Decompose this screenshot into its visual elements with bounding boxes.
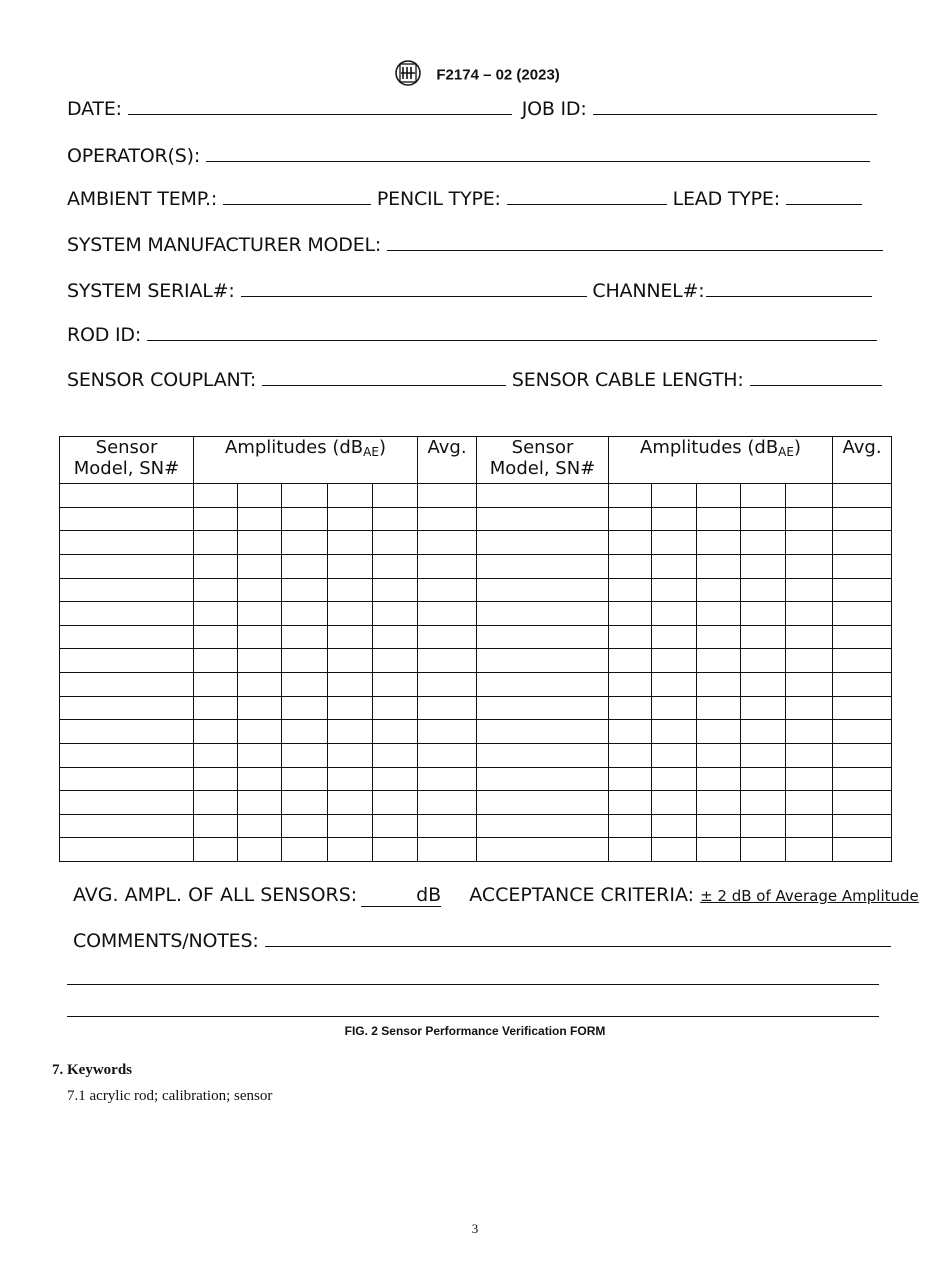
table-cell[interactable] <box>282 838 328 862</box>
table-cell[interactable] <box>418 814 477 838</box>
table-cell[interactable] <box>373 767 418 791</box>
table-cell[interactable] <box>194 507 238 531</box>
table-cell[interactable] <box>373 720 418 744</box>
table-cell[interactable] <box>373 791 418 815</box>
table-cell[interactable] <box>477 649 609 673</box>
table-cell[interactable] <box>373 578 418 602</box>
table-cell[interactable] <box>328 625 373 649</box>
table-row <box>60 791 892 815</box>
document-header <box>0 58 950 92</box>
table-cell[interactable] <box>833 484 892 508</box>
table-row <box>60 602 892 626</box>
table-cell[interactable] <box>238 578 282 602</box>
pencil-type-field[interactable] <box>507 188 667 205</box>
table-cell[interactable] <box>194 720 238 744</box>
table-cell[interactable] <box>609 484 652 508</box>
table-cell[interactable] <box>652 531 697 555</box>
date-field[interactable] <box>128 98 512 115</box>
table-cell[interactable] <box>697 791 741 815</box>
table-cell[interactable] <box>477 531 609 555</box>
table-cell[interactable] <box>194 531 238 555</box>
table-cell[interactable] <box>328 531 373 555</box>
table-cell[interactable] <box>194 696 238 720</box>
table-cell[interactable] <box>418 625 477 649</box>
table-cell[interactable] <box>697 484 741 508</box>
avg-header-left: Avg. <box>418 437 477 484</box>
table-cell[interactable] <box>786 554 833 578</box>
table-cell[interactable] <box>786 743 833 767</box>
ambient-row <box>67 188 862 210</box>
table-cell[interactable] <box>741 743 786 767</box>
table-cell[interactable] <box>833 649 892 673</box>
table-cell[interactable] <box>741 602 786 626</box>
table-cell[interactable] <box>282 625 328 649</box>
table-cell[interactable] <box>786 625 833 649</box>
table-cell[interactable] <box>194 673 238 697</box>
pencil-type-label: PENCIL TYPE: <box>376 188 501 210</box>
table-cell[interactable] <box>741 578 786 602</box>
table-cell[interactable] <box>652 814 697 838</box>
couplant-row <box>67 369 882 391</box>
table-cell[interactable] <box>652 838 697 862</box>
table-cell[interactable] <box>741 838 786 862</box>
table-cell[interactable] <box>609 673 652 697</box>
table-cell[interactable] <box>60 507 194 531</box>
system-model-row <box>67 234 883 256</box>
table-cell[interactable] <box>60 602 194 626</box>
sensor-model-header-left: Sensor Model, SN# <box>60 437 194 484</box>
table-cell[interactable] <box>373 602 418 626</box>
ambient-temp-label: AMBIENT TEMP.: <box>67 188 218 210</box>
table-cell[interactable] <box>786 696 833 720</box>
table-cell[interactable] <box>652 720 697 744</box>
table-cell[interactable] <box>833 743 892 767</box>
table-cell[interactable] <box>418 743 477 767</box>
table-cell[interactable] <box>652 554 697 578</box>
table-cell[interactable] <box>194 743 238 767</box>
table-cell[interactable] <box>697 673 741 697</box>
table-cell[interactable] <box>328 743 373 767</box>
comments-line-3[interactable] <box>67 1016 879 1017</box>
table-row <box>60 767 892 791</box>
table-cell[interactable] <box>60 673 194 697</box>
table-cell[interactable] <box>194 791 238 815</box>
table-cell[interactable] <box>652 578 697 602</box>
standard-designation: F2174 – 02 (2023) <box>436 66 560 84</box>
table-cell[interactable] <box>282 720 328 744</box>
table-cell[interactable] <box>282 814 328 838</box>
table-cell[interactable] <box>238 791 282 815</box>
comments-line-2[interactable] <box>67 984 879 985</box>
table-cell[interactable] <box>786 602 833 626</box>
table-cell[interactable] <box>282 531 328 555</box>
sensor-cable-length-field[interactable] <box>750 369 882 386</box>
table-cell[interactable] <box>741 554 786 578</box>
channel-label: CHANNEL#: <box>592 280 705 302</box>
table-cell[interactable] <box>741 767 786 791</box>
system-serial-label: SYSTEM SERIAL#: <box>67 280 235 302</box>
table-cell[interactable] <box>194 484 238 508</box>
table-row <box>60 625 892 649</box>
table-cell[interactable] <box>697 767 741 791</box>
table-cell[interactable] <box>786 531 833 555</box>
acceptance-criteria-value: ± 2 dB of Average Amplitude <box>700 887 919 905</box>
table-cell[interactable] <box>418 767 477 791</box>
table-row <box>60 554 892 578</box>
table-cell[interactable] <box>786 720 833 744</box>
table-cell[interactable] <box>238 554 282 578</box>
table-cell[interactable] <box>282 696 328 720</box>
table-cell[interactable] <box>697 507 741 531</box>
table-cell[interactable] <box>60 554 194 578</box>
table-cell[interactable] <box>238 531 282 555</box>
table-cell[interactable] <box>697 602 741 626</box>
table-cell[interactable] <box>328 578 373 602</box>
table-cell[interactable] <box>786 484 833 508</box>
table-cell[interactable] <box>328 673 373 697</box>
table-cell[interactable] <box>418 578 477 602</box>
ambient-temp-field[interactable] <box>223 188 371 205</box>
table-cell[interactable] <box>477 767 609 791</box>
table-cell[interactable] <box>786 673 833 697</box>
table-cell[interactable] <box>194 767 238 791</box>
table-cell[interactable] <box>697 814 741 838</box>
figure-caption: FIG. 2 Sensor Performance Verification FORM <box>344 1024 606 1038</box>
table-cell[interactable] <box>609 531 652 555</box>
table-cell[interactable] <box>238 602 282 626</box>
table-cell[interactable] <box>477 696 609 720</box>
table-cell[interactable] <box>833 696 892 720</box>
table-cell[interactable] <box>238 814 282 838</box>
table-cell[interactable] <box>833 814 892 838</box>
rod-id-label: ROD ID: <box>67 324 142 346</box>
page-number: 3 <box>471 1221 479 1236</box>
table-cell[interactable] <box>477 791 609 815</box>
table-cell[interactable] <box>609 838 652 862</box>
table-cell[interactable] <box>328 767 373 791</box>
table-cell[interactable] <box>418 791 477 815</box>
table-cell[interactable] <box>833 602 892 626</box>
table-cell[interactable] <box>833 578 892 602</box>
table-cell[interactable] <box>786 649 833 673</box>
table-cell[interactable] <box>741 814 786 838</box>
table-cell[interactable] <box>786 507 833 531</box>
job-id-field[interactable] <box>593 98 877 115</box>
table-cell[interactable] <box>373 814 418 838</box>
table-cell[interactable] <box>418 507 477 531</box>
sensor-couplant-label: SENSOR COUPLANT: <box>67 369 257 391</box>
table-row <box>60 649 892 673</box>
table-cell[interactable] <box>741 720 786 744</box>
table-cell[interactable] <box>741 625 786 649</box>
table-cell[interactable] <box>328 602 373 626</box>
table-cell[interactable] <box>697 720 741 744</box>
table-cell[interactable] <box>833 531 892 555</box>
table-cell[interactable] <box>477 554 609 578</box>
table-cell[interactable] <box>697 696 741 720</box>
table-cell[interactable] <box>60 696 194 720</box>
table-cell[interactable] <box>697 838 741 862</box>
table-cell[interactable] <box>194 554 238 578</box>
table-cell[interactable] <box>418 673 477 697</box>
table-cell[interactable] <box>833 767 892 791</box>
table-cell[interactable] <box>282 791 328 815</box>
table-row <box>60 838 892 862</box>
table-cell[interactable] <box>60 743 194 767</box>
table-row <box>60 720 892 744</box>
avg-ampl-label: AVG. AMPL. OF ALL SENSORS: <box>73 884 358 906</box>
table-cell[interactable] <box>741 531 786 555</box>
table-cell[interactable] <box>418 649 477 673</box>
table-cell[interactable] <box>741 696 786 720</box>
table-cell[interactable] <box>786 814 833 838</box>
table-cell[interactable] <box>373 625 418 649</box>
table-cell[interactable] <box>833 791 892 815</box>
table-cell[interactable] <box>238 625 282 649</box>
table-cell[interactable] <box>238 743 282 767</box>
table-cell[interactable] <box>741 649 786 673</box>
table-cell[interactable] <box>418 696 477 720</box>
table-cell[interactable] <box>328 791 373 815</box>
table-cell[interactable] <box>373 531 418 555</box>
table-cell[interactable] <box>60 625 194 649</box>
table-cell[interactable] <box>328 838 373 862</box>
table-cell[interactable] <box>833 507 892 531</box>
sensor-amplitude-table <box>59 436 892 862</box>
keywords-heading: 7. Keywords <box>52 1062 132 1078</box>
table-cell[interactable] <box>609 649 652 673</box>
table-cell[interactable] <box>60 838 194 862</box>
table-cell[interactable] <box>786 578 833 602</box>
summary-row <box>73 884 919 907</box>
table-cell[interactable] <box>60 578 194 602</box>
comments-row <box>73 930 891 952</box>
table-cell[interactable] <box>238 696 282 720</box>
system-model-field[interactable] <box>387 234 883 251</box>
table-cell[interactable] <box>60 484 194 508</box>
table-cell[interactable] <box>477 507 609 531</box>
table-cell[interactable] <box>786 838 833 862</box>
operators-field[interactable] <box>206 145 870 162</box>
table-row <box>60 673 892 697</box>
channel-field[interactable] <box>706 280 872 297</box>
table-cell[interactable] <box>328 484 373 508</box>
table-cell[interactable] <box>477 720 609 744</box>
table-cell[interactable] <box>652 484 697 508</box>
system-serial-row <box>67 280 872 302</box>
table-cell[interactable] <box>833 838 892 862</box>
sensor-couplant-field[interactable] <box>262 369 506 386</box>
table-cell[interactable] <box>282 767 328 791</box>
table-cell[interactable] <box>609 625 652 649</box>
table-cell[interactable] <box>652 743 697 767</box>
date-row <box>67 98 877 120</box>
table-cell[interactable] <box>373 743 418 767</box>
table-cell[interactable] <box>741 673 786 697</box>
rod-id-row <box>67 324 877 346</box>
table-header-row <box>60 437 892 484</box>
table-cell[interactable] <box>697 554 741 578</box>
rod-id-field[interactable] <box>147 324 877 341</box>
system-model-label: SYSTEM MANUFACTURER MODEL: <box>67 234 382 256</box>
table-cell[interactable] <box>652 696 697 720</box>
table-cell[interactable] <box>238 649 282 673</box>
table-cell[interactable] <box>328 649 373 673</box>
table-cell[interactable] <box>328 814 373 838</box>
table-cell[interactable] <box>60 531 194 555</box>
table-cell[interactable] <box>418 838 477 862</box>
table-cell[interactable] <box>194 625 238 649</box>
table-cell[interactable] <box>697 578 741 602</box>
table-cell[interactable] <box>477 602 609 626</box>
table-cell[interactable] <box>238 507 282 531</box>
table-cell[interactable] <box>328 554 373 578</box>
table-cell[interactable] <box>477 673 609 697</box>
table-cell[interactable] <box>282 507 328 531</box>
table-cell[interactable] <box>60 814 194 838</box>
table-cell[interactable] <box>477 625 609 649</box>
table-cell[interactable] <box>609 743 652 767</box>
table-cell[interactable] <box>238 767 282 791</box>
table-cell[interactable] <box>373 507 418 531</box>
table-cell[interactable] <box>238 673 282 697</box>
table-cell[interactable] <box>282 649 328 673</box>
table-cell[interactable] <box>741 507 786 531</box>
table-cell[interactable] <box>328 720 373 744</box>
table-cell[interactable] <box>652 767 697 791</box>
operators-row <box>67 145 870 167</box>
table-cell[interactable] <box>833 554 892 578</box>
table-cell[interactable] <box>373 838 418 862</box>
table-cell[interactable] <box>833 625 892 649</box>
table-row <box>60 507 892 531</box>
table-cell[interactable] <box>194 649 238 673</box>
table-cell[interactable] <box>697 743 741 767</box>
table-cell[interactable] <box>328 696 373 720</box>
table-cell[interactable] <box>282 602 328 626</box>
table-cell[interactable] <box>373 484 418 508</box>
table-cell[interactable] <box>833 673 892 697</box>
table-cell[interactable] <box>652 649 697 673</box>
amplitudes-header-right: Amplitudes $(dB_{AE})$ <box>609 437 833 484</box>
table-cell[interactable] <box>609 602 652 626</box>
table-cell[interactable] <box>282 554 328 578</box>
table-cell[interactable] <box>609 720 652 744</box>
table-cell[interactable] <box>60 649 194 673</box>
table-cell[interactable] <box>609 767 652 791</box>
table-row <box>60 484 892 508</box>
table-cell[interactable] <box>741 484 786 508</box>
table-row <box>60 578 892 602</box>
table-cell[interactable] <box>697 531 741 555</box>
table-cell[interactable] <box>194 838 238 862</box>
sensor-model-header-right: Sensor Model, SN# <box>477 437 609 484</box>
table-cell[interactable] <box>418 602 477 626</box>
table-cell[interactable] <box>609 814 652 838</box>
avg-header-right: Avg. <box>833 437 892 484</box>
astm-logo-icon <box>390 58 426 92</box>
table-cell[interactable] <box>741 791 786 815</box>
table-cell[interactable] <box>194 578 238 602</box>
lead-type-field[interactable] <box>786 188 862 205</box>
table-cell[interactable] <box>60 767 194 791</box>
table-cell[interactable] <box>652 791 697 815</box>
system-serial-field[interactable] <box>241 280 587 297</box>
keywords-text: 7.1 acrylic rod; calibration; sensor <box>67 1088 273 1104</box>
acceptance-criteria-label: ACCEPTANCE CRITERIA: <box>469 884 695 906</box>
lead-type-label: LEAD TYPE: <box>672 188 780 210</box>
table-cell[interactable] <box>477 814 609 838</box>
table-cell[interactable] <box>194 814 238 838</box>
table-cell[interactable] <box>609 696 652 720</box>
table-cell[interactable] <box>697 649 741 673</box>
avg-ampl-field[interactable] <box>361 884 441 907</box>
operators-label: OPERATOR(S): <box>67 145 201 167</box>
table-cell[interactable] <box>652 602 697 626</box>
table-cell[interactable] <box>609 791 652 815</box>
table-cell[interactable] <box>238 484 282 508</box>
table-cell[interactable] <box>477 484 609 508</box>
table-cell[interactable] <box>418 484 477 508</box>
table-cell[interactable] <box>418 531 477 555</box>
date-label: DATE: <box>67 98 122 120</box>
table-cell[interactable] <box>697 625 741 649</box>
table-row <box>60 696 892 720</box>
table-cell[interactable] <box>373 649 418 673</box>
table-cell[interactable] <box>238 838 282 862</box>
table-cell[interactable] <box>477 578 609 602</box>
comments-field[interactable] <box>265 930 891 947</box>
avg-unit: dB <box>416 884 442 906</box>
table-cell[interactable] <box>60 791 194 815</box>
table-cell[interactable] <box>652 673 697 697</box>
table-cell[interactable] <box>786 791 833 815</box>
job-id-label: JOB ID: <box>521 98 587 120</box>
table-cell[interactable] <box>477 838 609 862</box>
table-row <box>60 743 892 767</box>
table-cell[interactable] <box>282 484 328 508</box>
table-cell[interactable] <box>609 578 652 602</box>
table-cell[interactable] <box>373 696 418 720</box>
table-cell[interactable] <box>373 673 418 697</box>
table-cell[interactable] <box>282 673 328 697</box>
sensor-cable-length-label: SENSOR CABLE LENGTH: <box>511 369 744 391</box>
table-cell[interactable] <box>282 743 328 767</box>
table-cell[interactable] <box>60 720 194 744</box>
table-row <box>60 531 892 555</box>
table-cell[interactable] <box>373 554 418 578</box>
table-cell[interactable] <box>609 554 652 578</box>
table-cell[interactable] <box>282 578 328 602</box>
table-cell[interactable] <box>786 767 833 791</box>
table-cell[interactable] <box>418 554 477 578</box>
table-cell[interactable] <box>194 602 238 626</box>
table-row <box>60 814 892 838</box>
amplitudes-header-left: Amplitudes $(dB_{AE})$ <box>194 437 418 484</box>
table-cell[interactable] <box>652 507 697 531</box>
table-cell[interactable] <box>833 720 892 744</box>
table-cell[interactable] <box>609 507 652 531</box>
table-cell[interactable] <box>477 743 609 767</box>
comments-label: COMMENTS/NOTES: <box>73 930 259 952</box>
table-cell[interactable] <box>418 720 477 744</box>
table-cell[interactable] <box>652 625 697 649</box>
table-cell[interactable] <box>328 507 373 531</box>
table-cell[interactable] <box>238 720 282 744</box>
